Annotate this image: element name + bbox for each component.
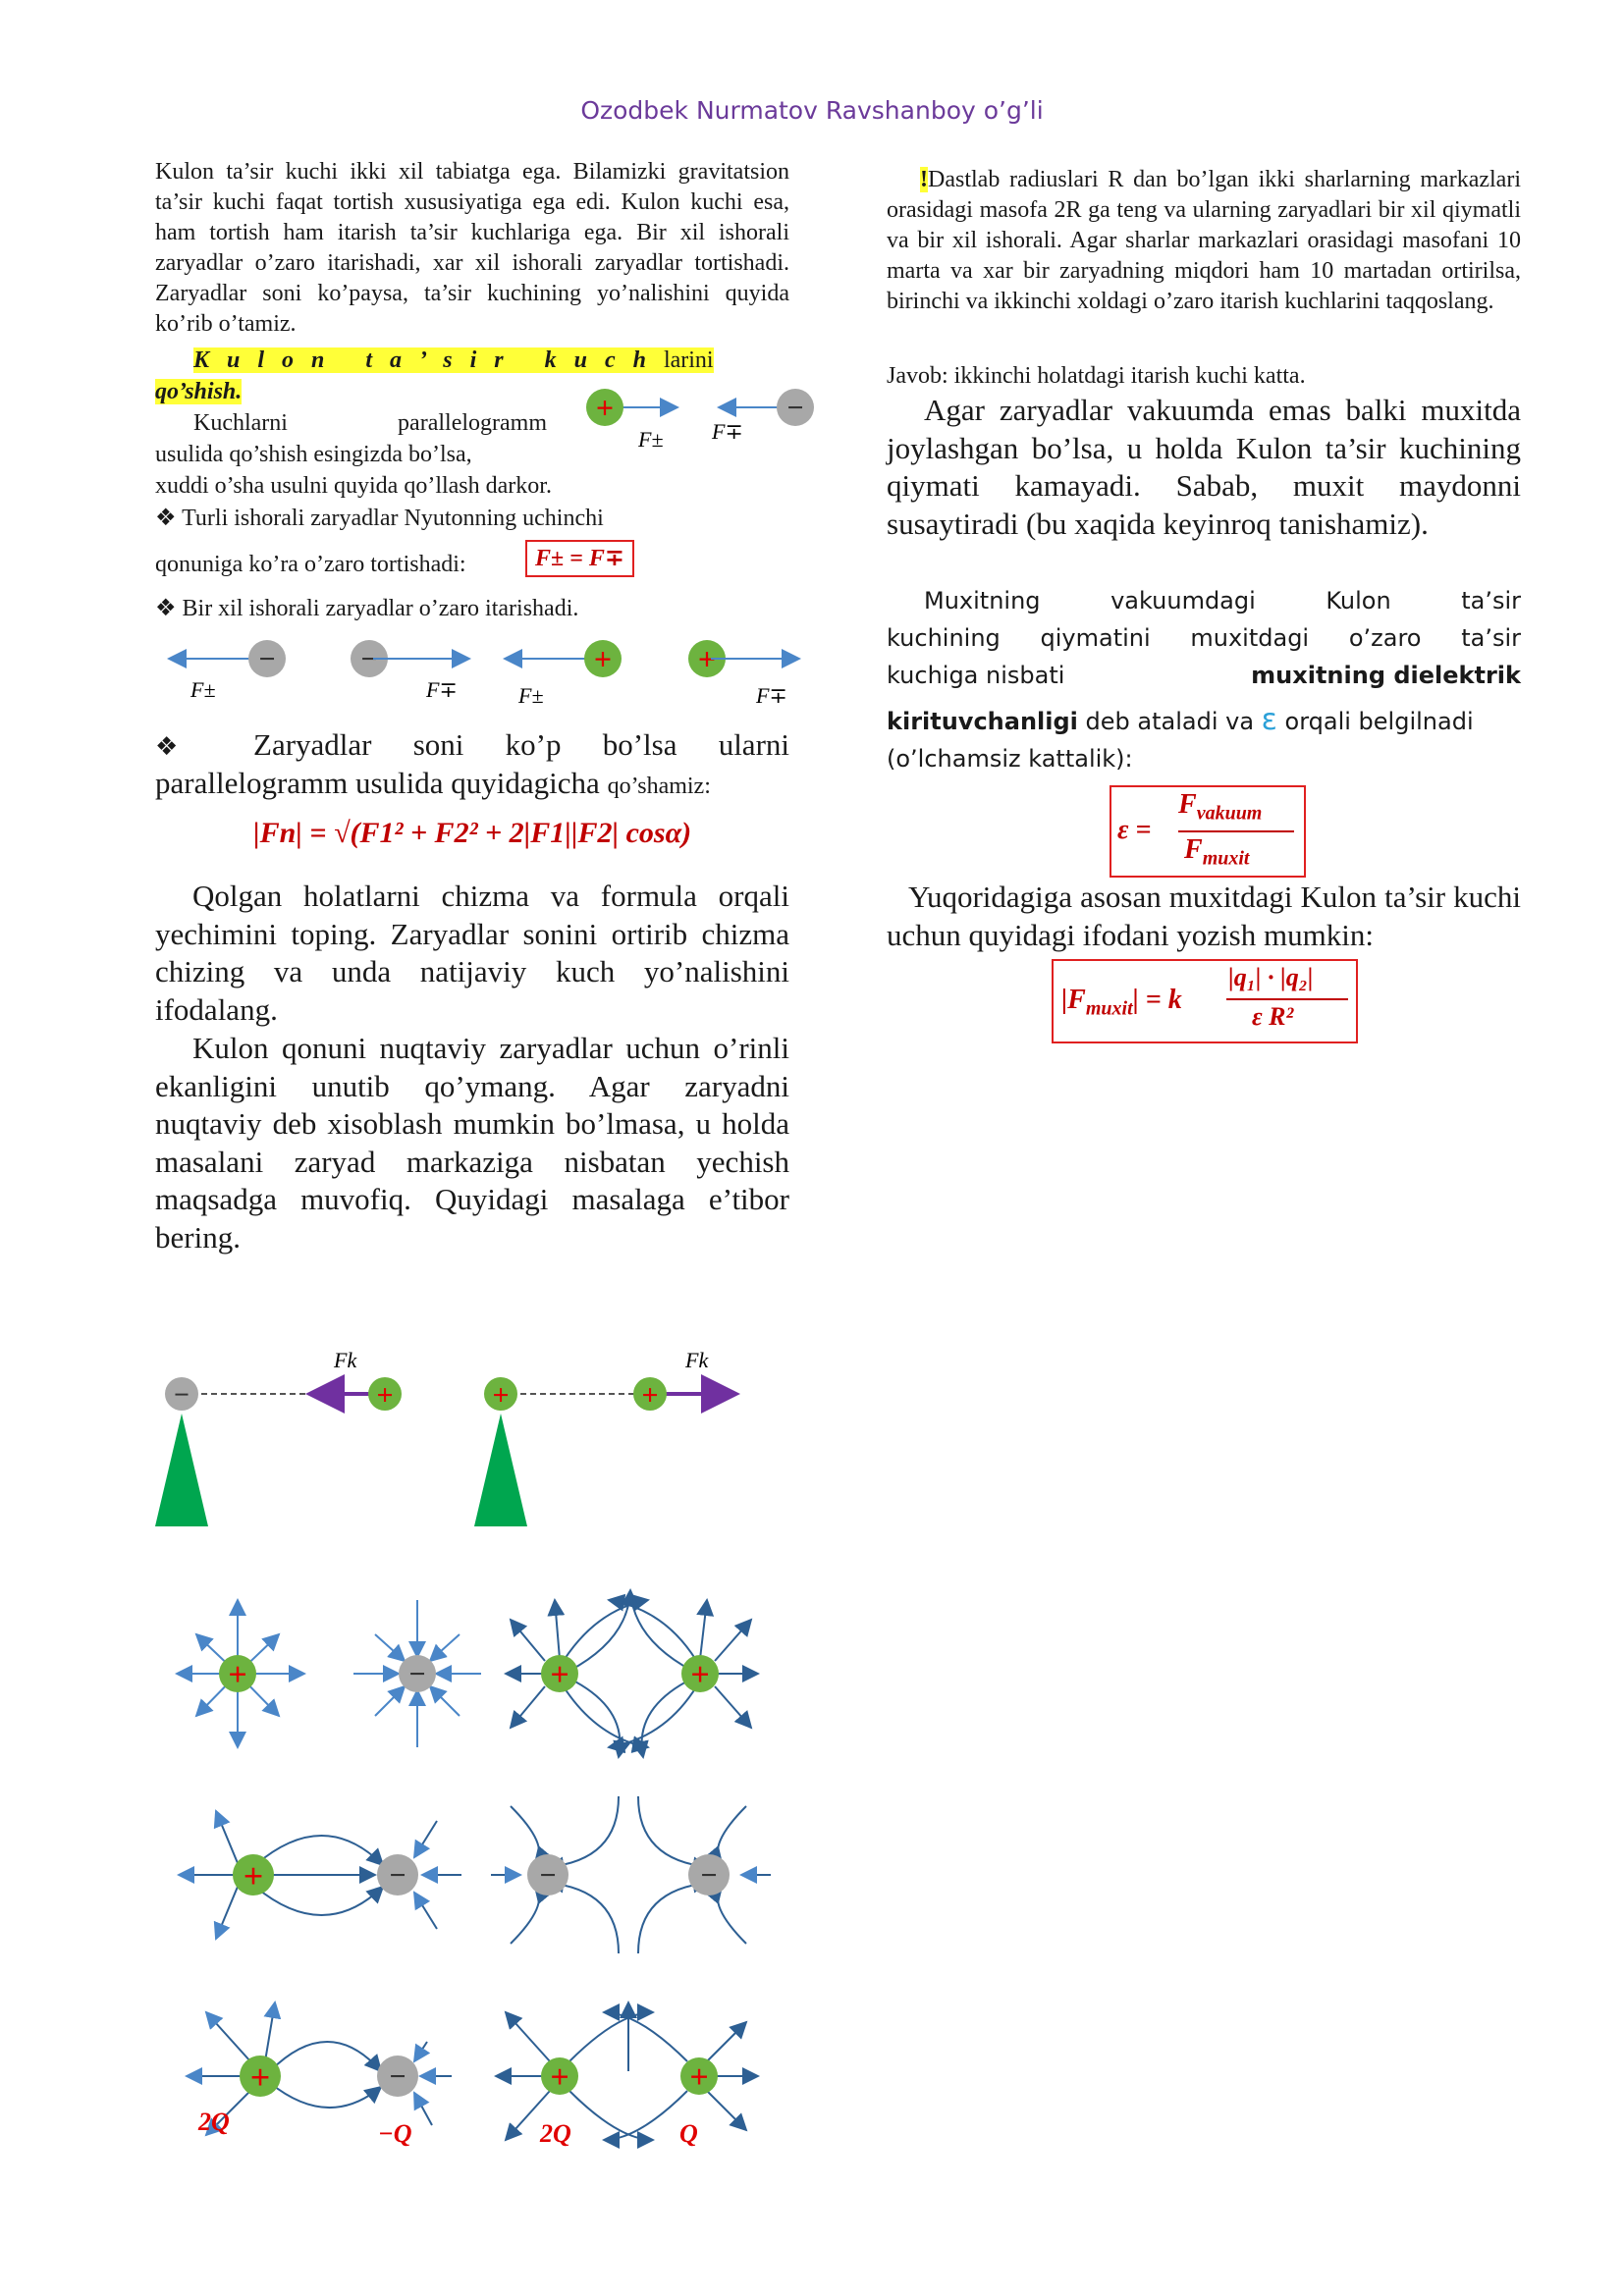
plus-sign: + xyxy=(697,641,717,676)
heading-highlight-2: qo’shish. xyxy=(155,379,243,404)
minus-sign: − xyxy=(389,1859,406,1892)
definition-line-4 xyxy=(887,702,1521,740)
paragraph-kulon-text: Kulon qonuni nuqtaviy zaryadlar uchun o’rinli ekanligini unutib qo’ymang. Agar zaryadni nuqtaviy deb xisoblash mumkin bo’lmasa, u holda masalani zaryad markaziga nisbatan yechish maqsadga muvofiq. Quyidagi masalaga e’tibor bering. xyxy=(155,1031,789,1255)
field-lines-diagram xyxy=(157,1580,795,2169)
problem-text: Dastlab radiuslari R dan bo’lgan ikki sharlarning markazlari orasidagi masofa 2R ga teng va ularning zaryadlari bir xil qiymatli va bir xil ishorali. Agar sharlar markazlari orasidagi masofani 10 marta va xar bir zaryadning miqdori ham 10 martadan ortirilsa, birinchi va ikkinchi xoldagi o’zaro itarish kuchlarini taqqoslang. xyxy=(887,167,1521,314)
stand-left xyxy=(155,1414,208,1526)
minus-sign: − xyxy=(539,1859,557,1892)
bullet-3-tail: qo’shamiz: xyxy=(607,774,711,799)
definition-block xyxy=(887,582,1521,777)
definition-term-2: kirituvchanligi xyxy=(887,708,1078,735)
formula-lhs-sub: muxit xyxy=(1085,997,1133,1020)
bullet-2 xyxy=(155,593,578,624)
bullet-3-text: Zaryadlar soni ko’p bo’lsa ularni xyxy=(253,727,789,762)
bullet-3-line2 xyxy=(155,765,711,806)
definition-line-2: kuchining qiymatini muxitdagi o’zaro ta’sir xyxy=(887,624,1521,652)
diamond-bullet-icon: ❖ xyxy=(155,732,212,762)
problem-block xyxy=(887,165,1521,317)
force-label-f-pm: F± xyxy=(518,683,544,708)
bullet-1-text: Turli ishorali zaryadlar Nyutonning uchinchi xyxy=(182,506,604,531)
paragraph-muxit-text: Agar zaryadlar vakuumda emas balki muxitda joylashgan bo’lsa, u holda Kulon ta’sir kuchining qiymati kamayadi. Sabab, muxit maydonni susaytiradi (bu xaqida keyinroq tanishamiz). xyxy=(887,393,1521,541)
minus-sign: − xyxy=(786,392,804,424)
force-label-f-pm: F± xyxy=(638,427,664,452)
definition-line-3a: kuchiga nisbati xyxy=(887,662,1065,689)
formula-lhs xyxy=(1061,985,1182,1021)
heading-highlight: Kulon ta’sir kuch xyxy=(193,347,664,373)
plus-sign: + xyxy=(595,390,615,425)
charge-force-diagram-top xyxy=(569,378,815,456)
plus-sign: + xyxy=(593,641,613,676)
plus-sign: + xyxy=(550,2059,569,2096)
minus-sign: − xyxy=(389,2060,406,2093)
bullet-2-text: Bir xil ishorali zaryadlar o’zaro itarishadi. xyxy=(182,596,579,621)
plus-sign: + xyxy=(689,2059,709,2096)
formula-newton-box: F± = F∓ xyxy=(525,540,634,577)
spheres-on-stands-diagram xyxy=(147,1330,756,1526)
diamond-bullet-icon: ❖ xyxy=(155,504,177,531)
force-label-f-mp: F∓ xyxy=(756,683,787,708)
force-label-fk: Fk xyxy=(685,1348,709,1372)
minus-sign: − xyxy=(700,1859,718,1892)
paragraph-qolgan xyxy=(155,878,789,1029)
charge-label-q: Q xyxy=(679,2119,698,2148)
formula-newton-third xyxy=(525,543,634,572)
minus-sign: − xyxy=(408,1658,426,1690)
minus-sign: − xyxy=(258,643,276,675)
epsilon-den-f: F xyxy=(1184,834,1203,865)
force-label-f-pm: F± xyxy=(190,677,216,702)
kuch-line-3: xuddi o’sha usulni quyida qo’llash darkor. xyxy=(155,473,552,499)
plus-sign: + xyxy=(641,1379,659,1412)
epsilon-formula-box xyxy=(1110,785,1306,878)
formula-numerator: |q₁| · |q₂| xyxy=(1228,963,1314,991)
section-heading-line2 xyxy=(155,377,242,407)
intro-paragraph: Kulon ta’sir kuchi ikki xil tabiatga ega. Bilamizki gravitatsion ta’sir kuchi faqat tortish xususiyatiga ega edi. Kulon kuchi esa, ham tortish ham itarish ta’sir kuchlariga ega. Bir xil ishorali zaryadlar o’zaro itarishadi, xar xil ishorali zaryadlar tortishadi. Zaryadlar soni ko’paysa, ta’sir kuchining yo’nalishini quyida ko’rib o’tamiz. xyxy=(155,159,789,337)
heading-rest: larini xyxy=(663,347,714,373)
repulsion-diagram xyxy=(155,626,803,715)
epsilon-num-sub: vakuum xyxy=(1196,802,1263,825)
formula-parallelogram-sum: |Fn| = √(F1² + F2² + 2|F1||F2| cosα) xyxy=(253,817,692,849)
charge-label-neg-q: −Q xyxy=(378,2119,412,2148)
bullet-1-line2: qonuniga ko’ra o’zaro tortishadi: xyxy=(155,552,466,577)
paragraph-kulon-nuqtaviy xyxy=(155,1030,789,1256)
epsilon-lhs: ε = xyxy=(1117,815,1152,845)
coulomb-medium-formula-box xyxy=(1052,959,1358,1043)
paragraph-muxit xyxy=(887,392,1521,543)
minus-sign: − xyxy=(174,1380,189,1411)
charge-label-2q-b: 2Q xyxy=(540,2119,571,2148)
plus-sign: + xyxy=(228,1657,247,1693)
paragraph-yuqori-text: Yuqoridagiga asosan muxitdagi Kulon ta’sir kuchi uchun quyidagi ifodani yozish mumkin: xyxy=(887,880,1521,952)
bullet-3-line1 xyxy=(155,726,789,767)
bullet-1-line1 xyxy=(155,503,604,534)
problem-mark: ! xyxy=(920,167,928,192)
problem-answer: Javob: ikkinchi holatdagi itarish kuchi katta. xyxy=(887,363,1306,389)
force-label-f-mp: F∓ xyxy=(712,419,743,444)
plus-sign: + xyxy=(249,2057,271,2097)
force-label-f-mp: F∓ xyxy=(426,677,458,702)
epsilon-num-f: F xyxy=(1178,789,1197,820)
kuch-line-1: Kuchlarni parallelogramm xyxy=(193,410,547,436)
plus-sign: + xyxy=(243,1856,264,1896)
plus-sign: + xyxy=(376,1379,394,1412)
plus-sign: + xyxy=(550,1657,569,1693)
section-heading-line1 xyxy=(193,346,714,376)
diamond-bullet-icon: ❖ xyxy=(155,594,177,621)
formula-lhs-end: | = k xyxy=(1132,985,1182,1015)
epsilon-denominator xyxy=(1184,834,1249,871)
definition-line-5: (o’lchamsiz kattalik): xyxy=(887,745,1133,773)
epsilon-numerator xyxy=(1178,789,1262,826)
epsilon-den-sub: muxit xyxy=(1202,847,1250,870)
paragraph-yuqori xyxy=(887,879,1521,954)
plus-sign: + xyxy=(690,1657,710,1693)
stand-right xyxy=(474,1414,527,1526)
definition-line-3 xyxy=(887,657,1521,694)
kuch-line-2: usulida qo’shish esingizda bo’lsa, xyxy=(155,442,472,467)
page-header-author: Ozodbek Nurmatov Ravshanboy o’g’li xyxy=(580,96,1044,125)
minus-sign: − xyxy=(360,643,378,675)
formula-lhs-f: |F xyxy=(1061,985,1086,1015)
plus-sign: + xyxy=(492,1379,510,1412)
definition-line-4b: deb ataladi va xyxy=(1077,708,1262,735)
definition-term: muxitning dielektrik xyxy=(1251,662,1521,689)
force-label-fk: Fk xyxy=(334,1348,357,1372)
definition-line-4c: orqali belgilnadi xyxy=(1276,708,1474,735)
epsilon-symbol: ε xyxy=(1261,703,1277,737)
definition-line-1: Muxitning vakuumdagi Kulon ta’sir xyxy=(924,587,1521,614)
formula-denominator: ε R² xyxy=(1252,1002,1294,1031)
bullet-3-text-2: parallelogramm usulida quyidagicha xyxy=(155,766,600,800)
charge-label-2q: 2Q xyxy=(198,2108,230,2136)
paragraph-qolgan-text: Qolgan holatlarni chizma va formula orqali yechimini toping. Zaryadlar sonini ortirib chizma chizing va unda natijaviy kuch yo’nalishini ifodalang. xyxy=(155,879,789,1027)
